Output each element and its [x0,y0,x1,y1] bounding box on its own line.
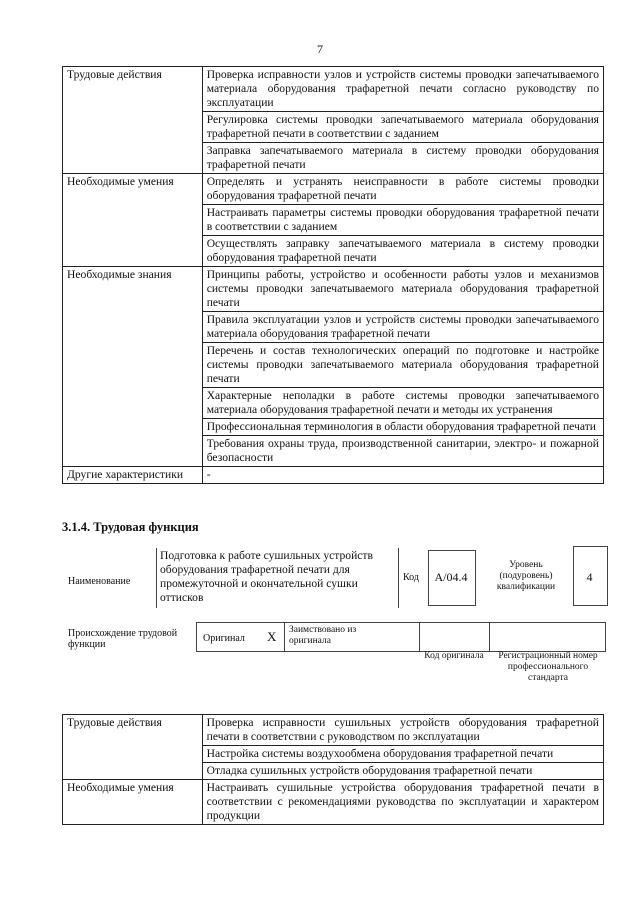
origin-label: Происхождение трудовой функции [68,628,178,650]
page-number: 7 [317,42,323,56]
borrowed-label: Заимствовано из оригинала [289,625,357,646]
level-value: 4 [586,570,593,584]
name-box-right-border [398,548,399,608]
origin-divider-3 [489,622,490,651]
row-label: Другие характеристики [63,467,203,484]
row-value: Профессиональная терминология в области оборудования трафаретной печати [202,419,603,436]
table-row [63,174,604,205]
row-value: Заправка запечатываемого материала в систему проводки оборудования трафаретной печати [202,143,603,174]
row-value: Регулировка системы проводки запечатываемого материала оборудования трафаретной печати в соответствии с заданием [202,112,603,143]
row-label: Трудовые действия [63,67,203,174]
table-row [63,67,604,112]
original-mark: X [267,629,277,644]
origin-box [196,622,606,652]
original-label: Оригинал [203,633,245,644]
row-value: Проверка исправности узлов и устройств системы проводки запечатываемого материала оборудования трафаретной печати согласно руководству по эксплуатации [202,67,603,112]
table-row [63,715,604,746]
row-value: Принципы работы, устройство и особенности работы узлов и механизмов системы проводки запечатываемого материала оборудования трафаретной печати [202,267,603,312]
row-value: Проверка исправности сушильных устройств оборудования трафаретной печати в соответствии с руководством по эксплуатации [202,715,603,746]
name-box-left-border [156,548,157,608]
row-value: Настраивать параметры системы проводки оборудования трафаретной печати в соответствии с заданием [202,205,603,236]
row-value: Определять и устранять неисправности в работе системы проводки оборудования трафаретной печати [202,174,603,205]
reg-number-label: Регистрационный номер профессионального стандарта [498,651,598,683]
row-value: Настраивать сушильные устройства оборудования трафаретной печати в соответствии с рекомендациями руководства по эксплуатации и характером продукции [202,780,603,825]
row-label: Необходимые умения [63,780,203,825]
table-row [63,267,604,312]
row-value: Характерные неполадки в работе системы проводки запечатываемого материала оборудования трафаретной печати и методы их устранения [202,388,603,419]
origin-divider-1 [284,622,285,651]
row-value: Перечень и состав технологических операций по подготовке и настройке системы проводки запечатываемого материала оборудования трафаретной печати [202,343,603,388]
code-value: A/04.4 [434,570,468,584]
row-value: Правила эксплуатации узлов и устройств системы проводки запечатываемого материала оборудования трафаретной печати [202,312,603,343]
table-row [63,780,604,825]
code-original-label: Код оригинала [424,651,484,661]
section-title: 3.1.4. Трудовая функция [62,520,199,534]
name-label: Наименование [68,576,131,587]
code-label: Код [403,572,419,583]
row-value: Отладка сушильных устройств оборудования трафаретной печати [202,763,603,780]
row-label: Необходимые знания [63,267,203,467]
table-row [63,467,604,484]
row-label: Трудовые действия [63,715,203,780]
row-value: - [202,467,603,484]
function-name: Подготовка к работе сушильных устройств оборудования трафаретной печати для промежуточной и окончательной сушки оттисков [160,549,373,604]
row-value: Требования охраны труда, производственной санитарии, электро- и пожарной безопасности [202,436,603,467]
requirements-table-bottom [62,714,604,825]
requirements-table-top [62,66,604,484]
row-value: Настройка системы воздухообмена оборудования трафаретной печати [202,746,603,763]
row-label: Необходимые умения [63,174,203,267]
row-value: Осуществлять заправку запечатываемого материала в систему проводки оборудования трафаретной печати [202,236,603,267]
level-label: Уровень (подуровень) квалификации [496,560,556,592]
origin-divider-2 [419,622,420,651]
